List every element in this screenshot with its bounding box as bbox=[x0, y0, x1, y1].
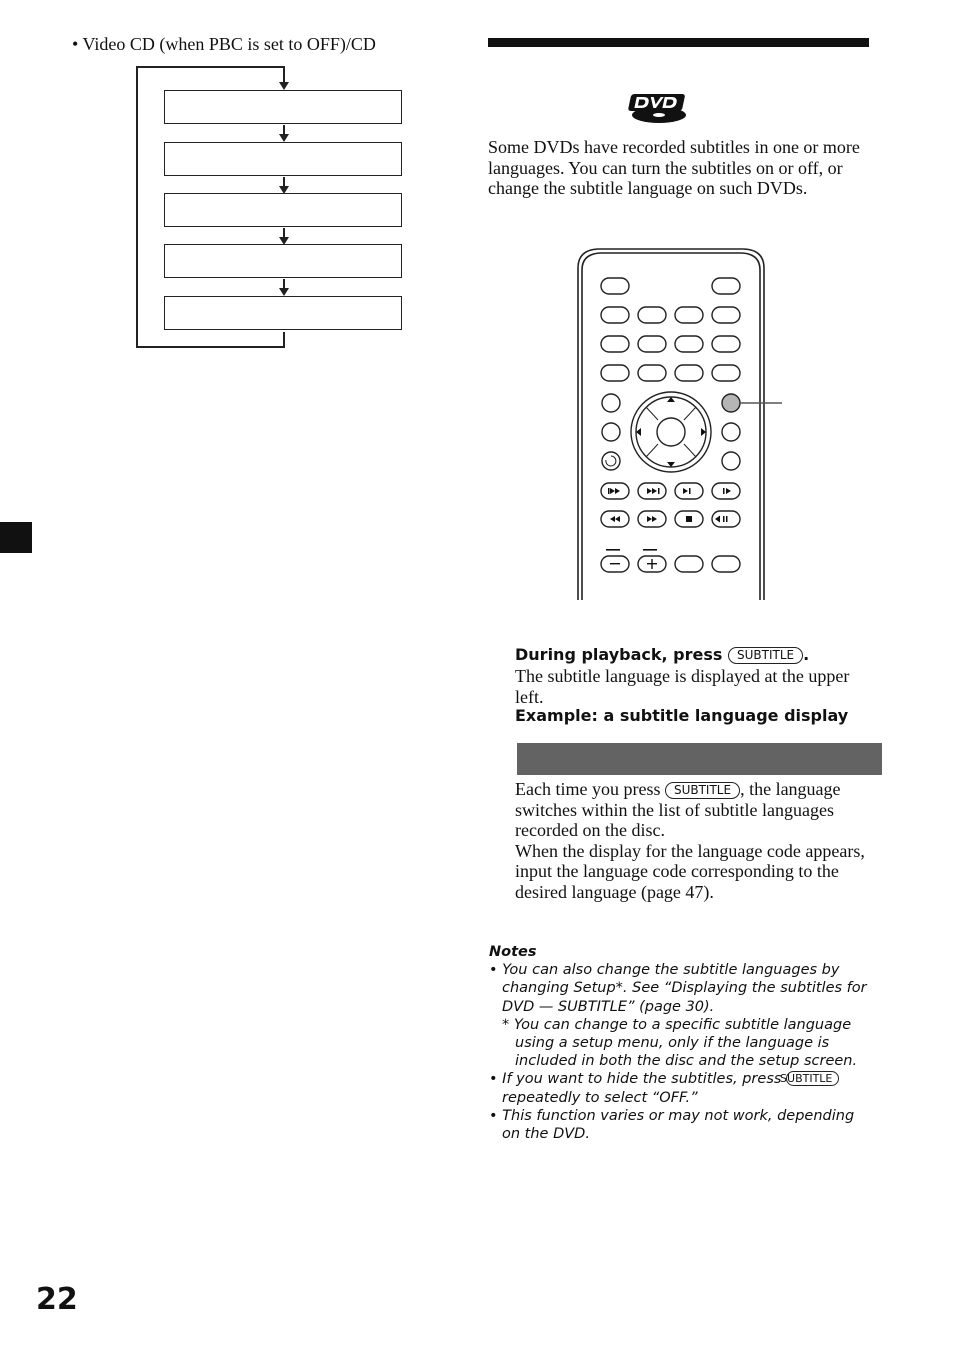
note-text: repeatedly to select “OFF.” bbox=[502, 1089, 698, 1106]
note-subitem: * You can change to a specific subtitle language using a setup menu, only if the language is included in both the disc and the setup screen. bbox=[502, 1016, 858, 1070]
step-instruction-text: During playback, press bbox=[515, 645, 723, 664]
section-tab-marker bbox=[0, 522, 32, 553]
notes-heading: Notes bbox=[489, 944, 537, 960]
flow-box bbox=[164, 90, 402, 124]
flow-arrow bbox=[283, 228, 285, 243]
note-item: • This function varies or may not work, depending on the DVD. bbox=[489, 1107, 855, 1143]
note-item bbox=[489, 1070, 869, 1106]
section-title-rule bbox=[488, 38, 869, 47]
step-instruction-end: . bbox=[803, 645, 810, 664]
each-time-text-b: , the language switches within the list of subtitle languages recorded on the disc. bbox=[515, 779, 841, 840]
flow-arrow bbox=[283, 177, 285, 192]
page-number: 22 bbox=[36, 1282, 78, 1317]
note-text: • If you want to hide the subtitles, press bbox=[489, 1071, 782, 1088]
subtitle-key: SUBTITLE bbox=[786, 1071, 839, 1086]
intro-paragraph: Some DVDs have recorded subtitles in one or more languages. You can turn the subtitles on or off, or change the subtitle language on such DVDs. bbox=[488, 137, 860, 198]
remote-control-illustration bbox=[574, 246, 786, 600]
each-time-paragraph bbox=[515, 779, 870, 902]
flow-box bbox=[164, 142, 402, 176]
flow-box bbox=[164, 244, 402, 278]
flow-arrow bbox=[283, 66, 285, 88]
flow-arrow bbox=[283, 125, 285, 140]
step-instruction bbox=[515, 645, 809, 664]
step-description: The subtitle language is displayed at the upper left. bbox=[515, 666, 850, 707]
dvd-disc-logo-icon bbox=[626, 91, 690, 125]
example-label: Example: a subtitle language display bbox=[515, 706, 849, 725]
subtitle-language-display bbox=[517, 743, 882, 775]
flow-arrow bbox=[283, 279, 285, 294]
subtitle-key: SUBTITLE bbox=[728, 647, 803, 664]
flow-label: • Video CD (when PBC is set to OFF)/CD bbox=[72, 34, 376, 54]
flow-box bbox=[164, 193, 402, 227]
language-code-paragraph: When the display for the language code appears, input the language code corresponding to the desired language (page 47). bbox=[515, 840, 865, 902]
subtitle-key: SUBTITLE bbox=[665, 782, 740, 799]
note-item: • You can also change the subtitle languages by changing Setup*. See “Displaying the subtitles for DVD — SUBTITLE” (page 30). bbox=[489, 962, 867, 1015]
notes-section bbox=[489, 943, 869, 1143]
each-time-text-a: Each time you press bbox=[515, 779, 661, 799]
flow-box bbox=[164, 296, 402, 330]
